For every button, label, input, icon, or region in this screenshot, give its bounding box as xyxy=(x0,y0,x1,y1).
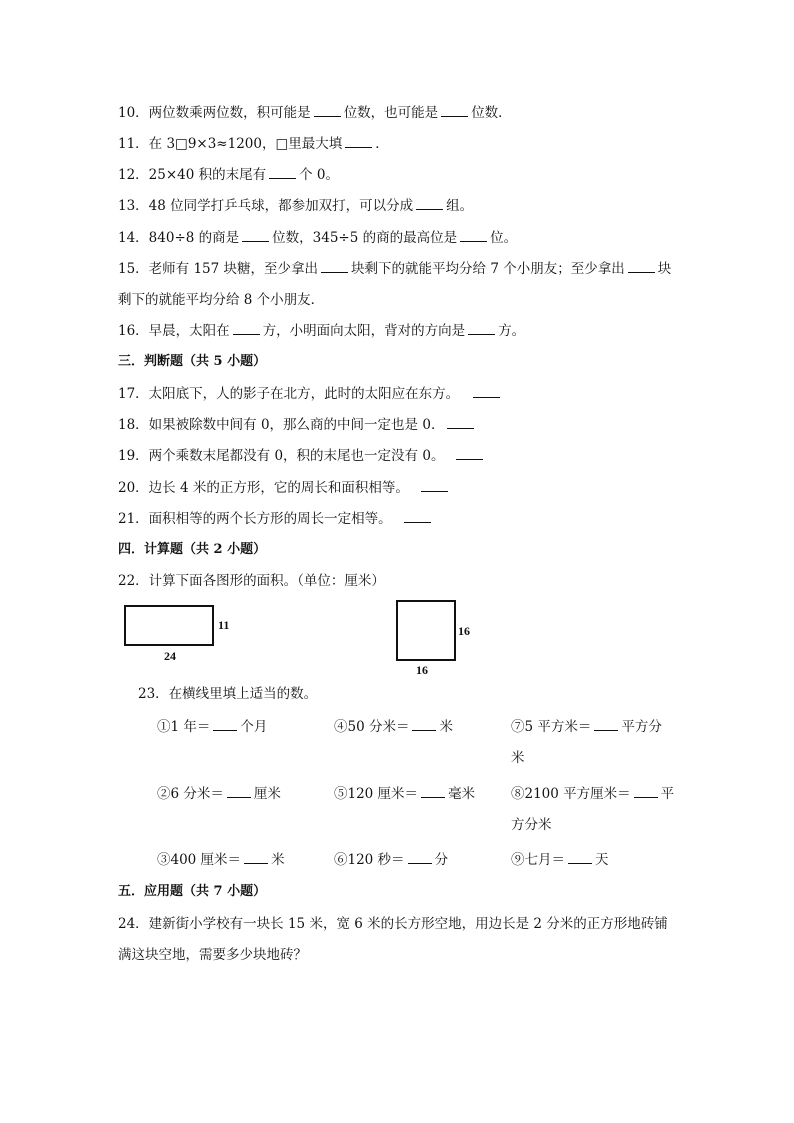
question-17: 17．太阳底下，人的影子在北方，此时的太阳应在东方。 xyxy=(118,384,503,404)
question-24-continued: 满这块空地，需要多少块地砖？ xyxy=(118,947,307,963)
answer-blank[interactable] xyxy=(412,717,436,731)
question-23: 23．在横线里填上适当的数。 xyxy=(138,686,318,702)
answer-blank[interactable] xyxy=(460,228,487,242)
answer-blank[interactable] xyxy=(233,321,260,335)
answer-blank[interactable] xyxy=(628,259,655,273)
conversion-6: ⑥120 秒＝ 分 xyxy=(334,852,449,868)
conversion-5: ⑤120 厘米＝ 毫米 xyxy=(334,786,476,802)
question-18: 18．如果被除数中间有 0，那么商的中间一定也是 0． xyxy=(118,415,477,435)
question-15: 15．老师有 157 块糖，至少拿出 块剩下的就能平均分给 7 个小朋友；至少拿出 块 xyxy=(118,261,672,277)
question-14: 14．840÷8 的商是 位数，345÷5 的商的最高位是 位。 xyxy=(118,230,518,246)
answer-blank[interactable] xyxy=(321,259,348,273)
answer-blank[interactable] xyxy=(227,784,251,798)
answer-blank[interactable] xyxy=(468,321,495,335)
conversion-8: ⑧2100 平方厘米＝ 平 xyxy=(511,786,675,802)
conversion-1: ①1 年＝ 个月 xyxy=(157,719,268,735)
question-15-continued: 剩下的就能平均分给 8 个小朋友． xyxy=(118,292,325,308)
conversion-8-continued: 方分米 xyxy=(511,817,552,833)
conversion-7: ⑦5 平方米＝ 平方分 xyxy=(511,719,662,735)
question-19: 19．两个乘数末尾都没有 0，积的末尾也一定没有 0。 xyxy=(118,446,486,466)
square-width-label: 16 xyxy=(416,663,428,677)
question-21: 21．面积相等的两个长方形的周长一定相等。 xyxy=(118,509,434,529)
answer-blank[interactable] xyxy=(408,850,432,864)
answer-blank[interactable] xyxy=(269,165,296,179)
answer-blank[interactable] xyxy=(421,784,445,798)
square-figure xyxy=(396,600,456,661)
section-5-heading: 五．应用题（共 7 小题） xyxy=(118,884,267,899)
section-4-heading: 四．计算题（共 2 小题） xyxy=(118,542,267,557)
answer-blank[interactable] xyxy=(242,228,269,242)
answer-blank[interactable] xyxy=(404,509,431,523)
rectangle-figure xyxy=(124,605,214,646)
conversion-4: ④50 分米＝ 米 xyxy=(334,719,453,735)
rectangle-width-label: 24 xyxy=(164,649,176,663)
conversion-3: ③400 厘米＝ 米 xyxy=(157,852,285,868)
rectangle-height-label: 11 xyxy=(218,618,230,632)
answer-blank[interactable] xyxy=(416,196,443,210)
answer-blank[interactable] xyxy=(213,717,237,731)
conversion-9: ⑨七月＝ 天 xyxy=(511,852,609,868)
answer-blank[interactable] xyxy=(441,103,468,117)
answer-blank[interactable] xyxy=(568,850,592,864)
question-10: 10．两位数乘两位数，积可能是 位数，也可能是 位数． xyxy=(118,105,512,121)
answer-blank[interactable] xyxy=(634,784,658,798)
answer-blank[interactable] xyxy=(456,446,483,460)
question-24: 24．建新街小学校有一块长 15 米，宽 6 米的长方形空地，用边长是 2 分米的正方形地砖铺 xyxy=(118,916,668,932)
question-13: 13．48 位同学打乒乓球，都参加双打，可以分成 组。 xyxy=(118,198,474,214)
answer-blank[interactable] xyxy=(447,415,474,429)
answer-blank[interactable] xyxy=(594,717,618,731)
question-20: 20．边长 4 米的正方形，它的周长和面积相等。 xyxy=(118,478,451,498)
section-3-heading: 三．判断题（共 5 小题） xyxy=(118,354,267,369)
square-height-label: 16 xyxy=(458,624,470,638)
question-22: 22．计算下面各图形的面积。（单位：厘米） xyxy=(118,573,385,589)
question-12: 12．25×40 积的末尾有 个 0。 xyxy=(118,167,340,183)
answer-blank[interactable] xyxy=(421,478,448,492)
answer-blank[interactable] xyxy=(345,134,372,148)
question-11: 11．在 3□9×3≈1200，□里最大填 ． xyxy=(118,136,389,152)
answer-blank[interactable] xyxy=(473,384,500,398)
conversion-2: ②6 分米＝ 厘米 xyxy=(157,786,281,802)
answer-blank[interactable] xyxy=(314,103,341,117)
conversion-7-continued: 米 xyxy=(511,750,525,766)
answer-blank[interactable] xyxy=(244,850,268,864)
question-16: 16．早晨，太阳在 方，小明面向太阳，背对的方向是 方。 xyxy=(118,323,526,339)
